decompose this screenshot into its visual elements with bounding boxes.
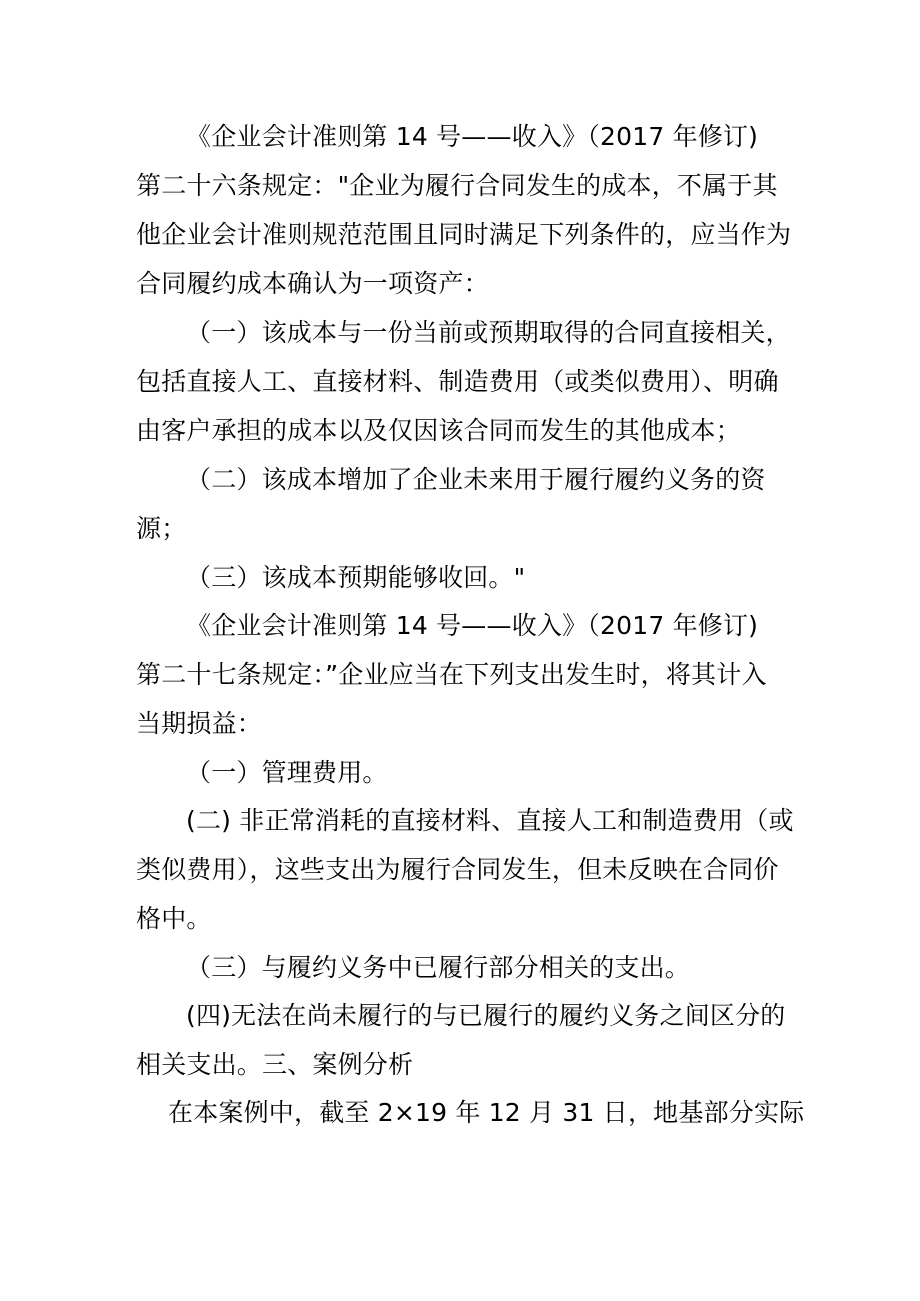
text-line: （一）该成本与一份当前或预期取得的合同直接相关，: [186, 318, 791, 347]
text-line: 相关支出。三、案例分析: [136, 1050, 414, 1079]
text-line: 由客户承担的成本以及仅因该合同而发生的其他成本；: [136, 416, 741, 445]
text-line: 第二十七条规定：”企业应当在下列支出发生时，将其计入: [136, 660, 767, 689]
text-line: 《企业会计准则第 14 号——收入》（2017 年修订): [186, 611, 759, 640]
text-line: (二) 非正常消耗的直接材料、直接人工和制造费用（或: [186, 806, 794, 835]
text-line: (四)无法在尚未履行的与已履行的履约义务之间区分的: [186, 1001, 786, 1030]
text-line: 包括直接人工、直接材料、制造费用（或类似费用）、明确: [136, 367, 779, 396]
text-line: 他企业会计准则规范范围且同时满足下列条件的，应当作为: [136, 220, 792, 249]
text-line: （一）管理费用。: [186, 758, 388, 787]
text-line: 第二十六条规定："企业为履行合同发生的成本，不属于其: [136, 171, 778, 200]
text-line: 《企业会计准则第 14 号——收入》（2017 年修订): [186, 122, 759, 151]
text-line: （三）与履约义务中已履行部分相关的支出。: [186, 953, 691, 982]
text-line: 源；: [136, 514, 187, 543]
text-line: （三）该成本预期能够收回。": [186, 563, 526, 592]
text-line: 类似费用），这些支出为履行合同发生，但未反映在合同价: [136, 855, 779, 884]
text-line: 格中。: [136, 904, 212, 933]
text-line: 在本案例中，截至 2×19 年 12 月 31 日，地基部分实际: [168, 1098, 805, 1127]
text-line: （二）该成本增加了企业未来用于履行履约义务的资: [186, 465, 766, 494]
text-line: 当期损益：: [136, 709, 263, 738]
text-line: 合同履约成本确认为一项资产：: [136, 269, 489, 298]
